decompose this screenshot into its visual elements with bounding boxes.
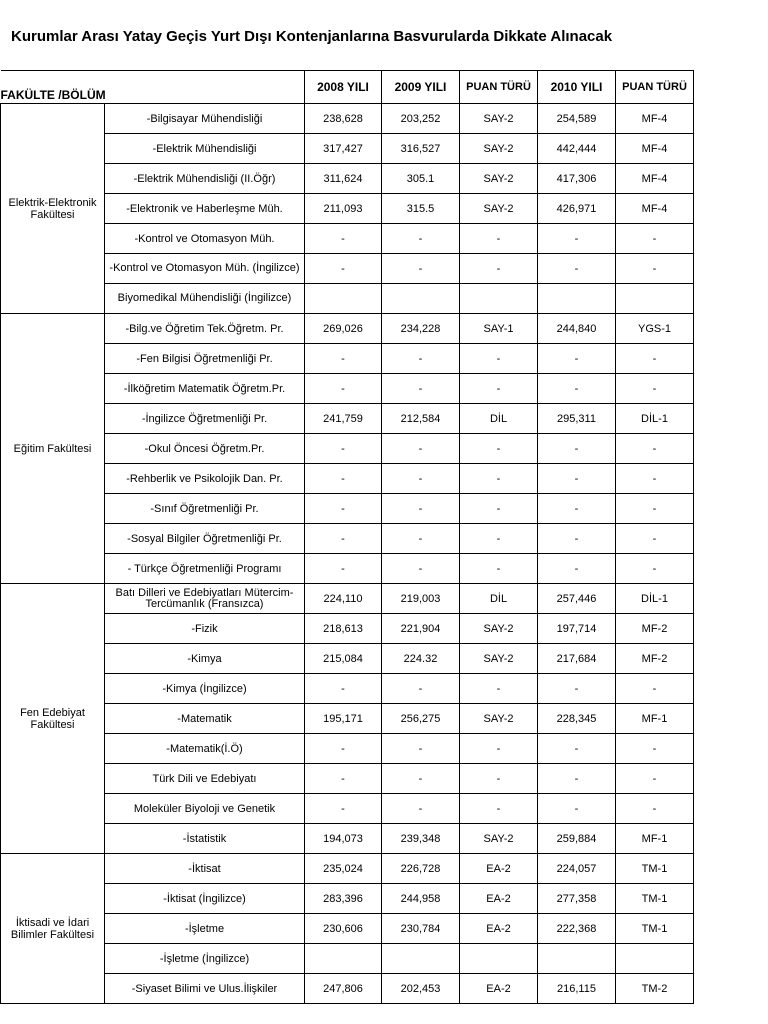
score-2010-cell: 224,057 [538,854,616,884]
table-row [1,134,694,164]
score-2008-cell: 311,624 [305,164,382,194]
score-2008-cell: - [305,554,382,584]
score-2009-cell: - [382,494,460,524]
score-2010-cell: 277,358 [538,884,616,914]
score-2009-cell: - [382,764,460,794]
puan-turu-2-cell [616,944,694,974]
puan-turu-2-cell: - [616,674,694,704]
score-2009-cell: - [382,224,460,254]
puan-turu-1-cell [460,284,538,314]
document-title: Kurumlar Arası Yatay Geçis Yurt Dışı Kontenjanlarına Basvurularda Dikkate Alınacak [11,28,613,45]
department-cell: -İngilizce Öğretmenliği Pr. [105,404,305,434]
puan-turu-1-cell: EA-2 [460,884,538,914]
score-2009-cell: 226,728 [382,854,460,884]
puan-turu-2-cell: - [616,494,694,524]
table-row [1,494,694,524]
score-2009-cell: - [382,524,460,554]
score-2008-cell: 224,110 [305,584,382,614]
score-2008-cell: - [305,464,382,494]
table-row [1,914,694,944]
table-row [1,464,694,494]
puan-turu-1-cell: - [460,794,538,824]
department-cell: Biyomedikal Mühendisliği (İngilizce) [105,284,305,314]
department-cell: -İşletme [105,914,305,944]
puan-turu-1-cell: - [460,344,538,374]
score-2009-cell: - [382,374,460,404]
table-row [1,674,694,704]
puan-turu-1-cell: - [460,764,538,794]
score-2008-cell: - [305,524,382,554]
department-cell: -Sınıf Öğretmenliği Pr. [105,494,305,524]
score-2008-cell: 211,093 [305,194,382,224]
score-2008-cell [305,944,382,974]
table-row [1,344,694,374]
puan-turu-2-cell: MF-2 [616,614,694,644]
puan-turu-1-cell: - [460,464,538,494]
department-cell: -Fen Bilgisi Öğretmenliği Pr. [105,344,305,374]
table-row [1,614,694,644]
score-2009-cell: 315.5 [382,194,460,224]
table-row [1,164,694,194]
table-row [1,374,694,404]
department-cell: -Elektronik ve Haberleşme Müh. [105,194,305,224]
puan-turu-1-cell: SAY-2 [460,134,538,164]
puan-turu-1-cell: SAY-2 [460,104,538,134]
score-2010-cell: 417,306 [538,164,616,194]
score-2008-cell: - [305,344,382,374]
department-cell: -İlköğretim Matematik Öğretm.Pr. [105,374,305,404]
score-2008-cell: - [305,794,382,824]
score-2009-cell: 234,228 [382,314,460,344]
score-2009-cell: 316,527 [382,134,460,164]
score-2008-cell: 218,613 [305,614,382,644]
score-2009-cell: - [382,554,460,584]
score-2008-cell: - [305,764,382,794]
puan-turu-2-cell: TM-1 [616,914,694,944]
puan-turu-2-cell: - [616,464,694,494]
puan-turu-2-cell: DİL-1 [616,404,694,434]
table-row [1,704,694,734]
score-2010-cell: 244,840 [538,314,616,344]
puan-turu-1-cell: SAY-1 [460,314,538,344]
score-2008-cell [305,284,382,314]
table-row [1,974,694,1004]
puan-turu-2-cell: MF-4 [616,164,694,194]
score-2010-cell: 259,884 [538,824,616,854]
puan-turu-2-cell: TM-1 [616,854,694,884]
score-2008-cell: - [305,734,382,764]
score-2009-cell [382,284,460,314]
score-2010-cell: 426,971 [538,194,616,224]
table-row [1,104,694,134]
department-cell: Türk Dili ve Edebiyatı [105,764,305,794]
puan-turu-2-cell: - [616,794,694,824]
score-2008-cell: 241,759 [305,404,382,434]
puan-turu-1-cell: - [460,254,538,284]
score-2010-cell: - [538,344,616,374]
score-2010-cell: 216,115 [538,974,616,1004]
department-cell: -Matematik [105,704,305,734]
department-cell: -Kimya (İngilizce) [105,674,305,704]
puan-turu-1-cell: - [460,674,538,704]
puan-turu-2-cell: MF-4 [616,134,694,164]
puan-turu-1-cell: SAY-2 [460,164,538,194]
score-2009-cell: - [382,254,460,284]
header-2010: 2010 YILI [538,71,616,104]
score-2009-cell: - [382,794,460,824]
table-row [1,824,694,854]
score-2010-cell: 228,345 [538,704,616,734]
score-2009-cell: - [382,674,460,704]
score-2010-cell: - [538,554,616,584]
table-row [1,584,694,614]
puan-turu-2-cell: - [616,554,694,584]
puan-turu-1-cell [460,944,538,974]
table-row [1,224,694,254]
table-row [1,794,694,824]
department-cell: -Kontrol ve Otomasyon Müh. (İngilizce) [105,254,305,284]
department-cell: -Elektrik Mühendisliği [105,134,305,164]
header-2008: 2008 YILI [305,71,382,104]
score-table [0,70,694,1004]
score-2010-cell: - [538,764,616,794]
puan-turu-1-cell: SAY-2 [460,704,538,734]
score-2009-cell: 230,784 [382,914,460,944]
department-cell: -Kontrol ve Otomasyon Müh. [105,224,305,254]
score-2008-cell: - [305,494,382,524]
table-row [1,524,694,554]
puan-turu-2-cell: - [616,764,694,794]
score-2010-cell: 442,444 [538,134,616,164]
puan-turu-2-cell: - [616,434,694,464]
puan-turu-1-cell: DİL [460,584,538,614]
faculty-name-cell: Eğitim Fakültesi [1,314,105,584]
score-2009-cell: - [382,344,460,374]
table-row [1,764,694,794]
puan-turu-2-cell: MF-1 [616,704,694,734]
department-cell: -Rehberlik ve Psikolojik Dan. Pr. [105,464,305,494]
score-2010-cell: - [538,794,616,824]
faculty-name-cell: Fen Edebiyat Fakültesi [1,584,105,854]
table-row [1,314,694,344]
score-2010-cell: - [538,524,616,554]
score-2008-cell: - [305,434,382,464]
puan-turu-2-cell: - [616,224,694,254]
puan-turu-1-cell: - [460,374,538,404]
score-2008-cell: 283,396 [305,884,382,914]
table-row [1,554,694,584]
department-cell: -Matematik(İ.Ö) [105,734,305,764]
score-2010-cell: - [538,464,616,494]
puan-turu-2-cell: MF-2 [616,644,694,674]
score-2010-cell [538,284,616,314]
department-cell: -Okul Öncesi Öğretm.Pr. [105,434,305,464]
score-2010-cell: 222,368 [538,914,616,944]
score-2009-cell: 203,252 [382,104,460,134]
department-cell: -Bilgisayar Mühendisliği [105,104,305,134]
department-cell: -İktisat (İngilizce) [105,884,305,914]
score-2008-cell: - [305,254,382,284]
score-2010-cell: 257,446 [538,584,616,614]
score-2009-cell: 239,348 [382,824,460,854]
header-puan-1: PUAN TÜRÜ [460,71,538,104]
faculty-name-cell: Elektrik-Elektronik Fakültesi [1,104,105,314]
puan-turu-1-cell: EA-2 [460,854,538,884]
score-2010-cell: - [538,494,616,524]
table-row [1,734,694,764]
score-2009-cell: - [382,464,460,494]
table-row [1,284,694,314]
puan-turu-2-cell: - [616,734,694,764]
department-cell: Moleküler Biyoloji ve Genetik [105,794,305,824]
score-2009-cell: - [382,434,460,464]
puan-turu-1-cell: EA-2 [460,974,538,1004]
table-row [1,434,694,464]
puan-turu-2-cell: MF-4 [616,104,694,134]
puan-turu-1-cell: DİL [460,404,538,434]
puan-turu-1-cell: - [460,224,538,254]
score-2008-cell: - [305,674,382,704]
puan-turu-2-cell: TM-1 [616,884,694,914]
header-faculty: FAKÜLTE /BÖLÜM [1,71,305,104]
department-cell: -Kimya [105,644,305,674]
department-cell: -Fizik [105,614,305,644]
score-2009-cell: 219,003 [382,584,460,614]
score-2010-cell: 254,589 [538,104,616,134]
score-2008-cell: 235,024 [305,854,382,884]
puan-turu-1-cell: EA-2 [460,914,538,944]
score-2009-cell: 202,453 [382,974,460,1004]
puan-turu-2-cell: DİL-1 [616,584,694,614]
department-cell: -Sosyal Bilgiler Öğretmenliği Pr. [105,524,305,554]
department-cell: -İstatistik [105,824,305,854]
score-2010-cell: 295,311 [538,404,616,434]
score-2008-cell: 195,171 [305,704,382,734]
score-2008-cell: 215,084 [305,644,382,674]
header-row [1,71,694,104]
score-2008-cell: 247,806 [305,974,382,1004]
score-2008-cell: 230,606 [305,914,382,944]
score-2010-cell: - [538,374,616,404]
puan-turu-1-cell: - [460,494,538,524]
score-2010-cell [538,944,616,974]
puan-turu-2-cell: - [616,254,694,284]
table-row [1,404,694,434]
department-cell: - Türkçe Öğretmenliği Programı [105,554,305,584]
score-2008-cell: 317,427 [305,134,382,164]
puan-turu-1-cell: SAY-2 [460,194,538,224]
department-cell: -İşletme (İngilizce) [105,944,305,974]
score-2009-cell: 244,958 [382,884,460,914]
score-2008-cell: - [305,224,382,254]
score-2010-cell: 217,684 [538,644,616,674]
department-cell: -Bilg.ve Öğretim Tek.Öğretm. Pr. [105,314,305,344]
puan-turu-2-cell: YGS-1 [616,314,694,344]
score-2008-cell: - [305,374,382,404]
puan-turu-1-cell: - [460,554,538,584]
score-2010-cell: - [538,224,616,254]
table-row [1,854,694,884]
score-2009-cell: 305.1 [382,164,460,194]
puan-turu-2-cell: - [616,374,694,404]
score-2009-cell: - [382,734,460,764]
score-2010-cell: - [538,254,616,284]
score-2010-cell: - [538,734,616,764]
table-row [1,194,694,224]
puan-turu-2-cell: TM-2 [616,974,694,1004]
score-2008-cell: 194,073 [305,824,382,854]
score-2009-cell: 221,904 [382,614,460,644]
puan-turu-1-cell: SAY-2 [460,824,538,854]
score-2009-cell: 212,584 [382,404,460,434]
table-row [1,944,694,974]
score-2008-cell: 238,628 [305,104,382,134]
score-2009-cell [382,944,460,974]
header-puan-2: PUAN TÜRÜ [616,71,694,104]
table-row [1,884,694,914]
puan-turu-1-cell: - [460,734,538,764]
score-2009-cell: 224.32 [382,644,460,674]
puan-turu-1-cell: SAY-2 [460,614,538,644]
score-2009-cell: 256,275 [382,704,460,734]
faculty-name-cell: İktisadi ve İdari Bilimler Fakültesi [1,854,105,1004]
table-row [1,644,694,674]
puan-turu-1-cell: - [460,434,538,464]
puan-turu-2-cell [616,284,694,314]
puan-turu-1-cell: SAY-2 [460,644,538,674]
score-2010-cell: - [538,674,616,704]
department-cell: Batı Dilleri ve Edebiyatları Mütercim-Tercümanlık (Fransızca) [105,584,305,614]
department-cell: -İktisat [105,854,305,884]
puan-turu-2-cell: - [616,524,694,554]
table-row [1,254,694,284]
department-cell: -Siyaset Bilimi ve Ulus.İlişkiler [105,974,305,1004]
score-2010-cell: 197,714 [538,614,616,644]
puan-turu-1-cell: - [460,524,538,554]
score-2008-cell: 269,026 [305,314,382,344]
puan-turu-2-cell: MF-4 [616,194,694,224]
puan-turu-2-cell: - [616,344,694,374]
puan-turu-2-cell: MF-1 [616,824,694,854]
header-2009: 2009 YILI [382,71,460,104]
score-2010-cell: - [538,434,616,464]
department-cell: -Elektrik Mühendisliği (II.Öğr) [105,164,305,194]
